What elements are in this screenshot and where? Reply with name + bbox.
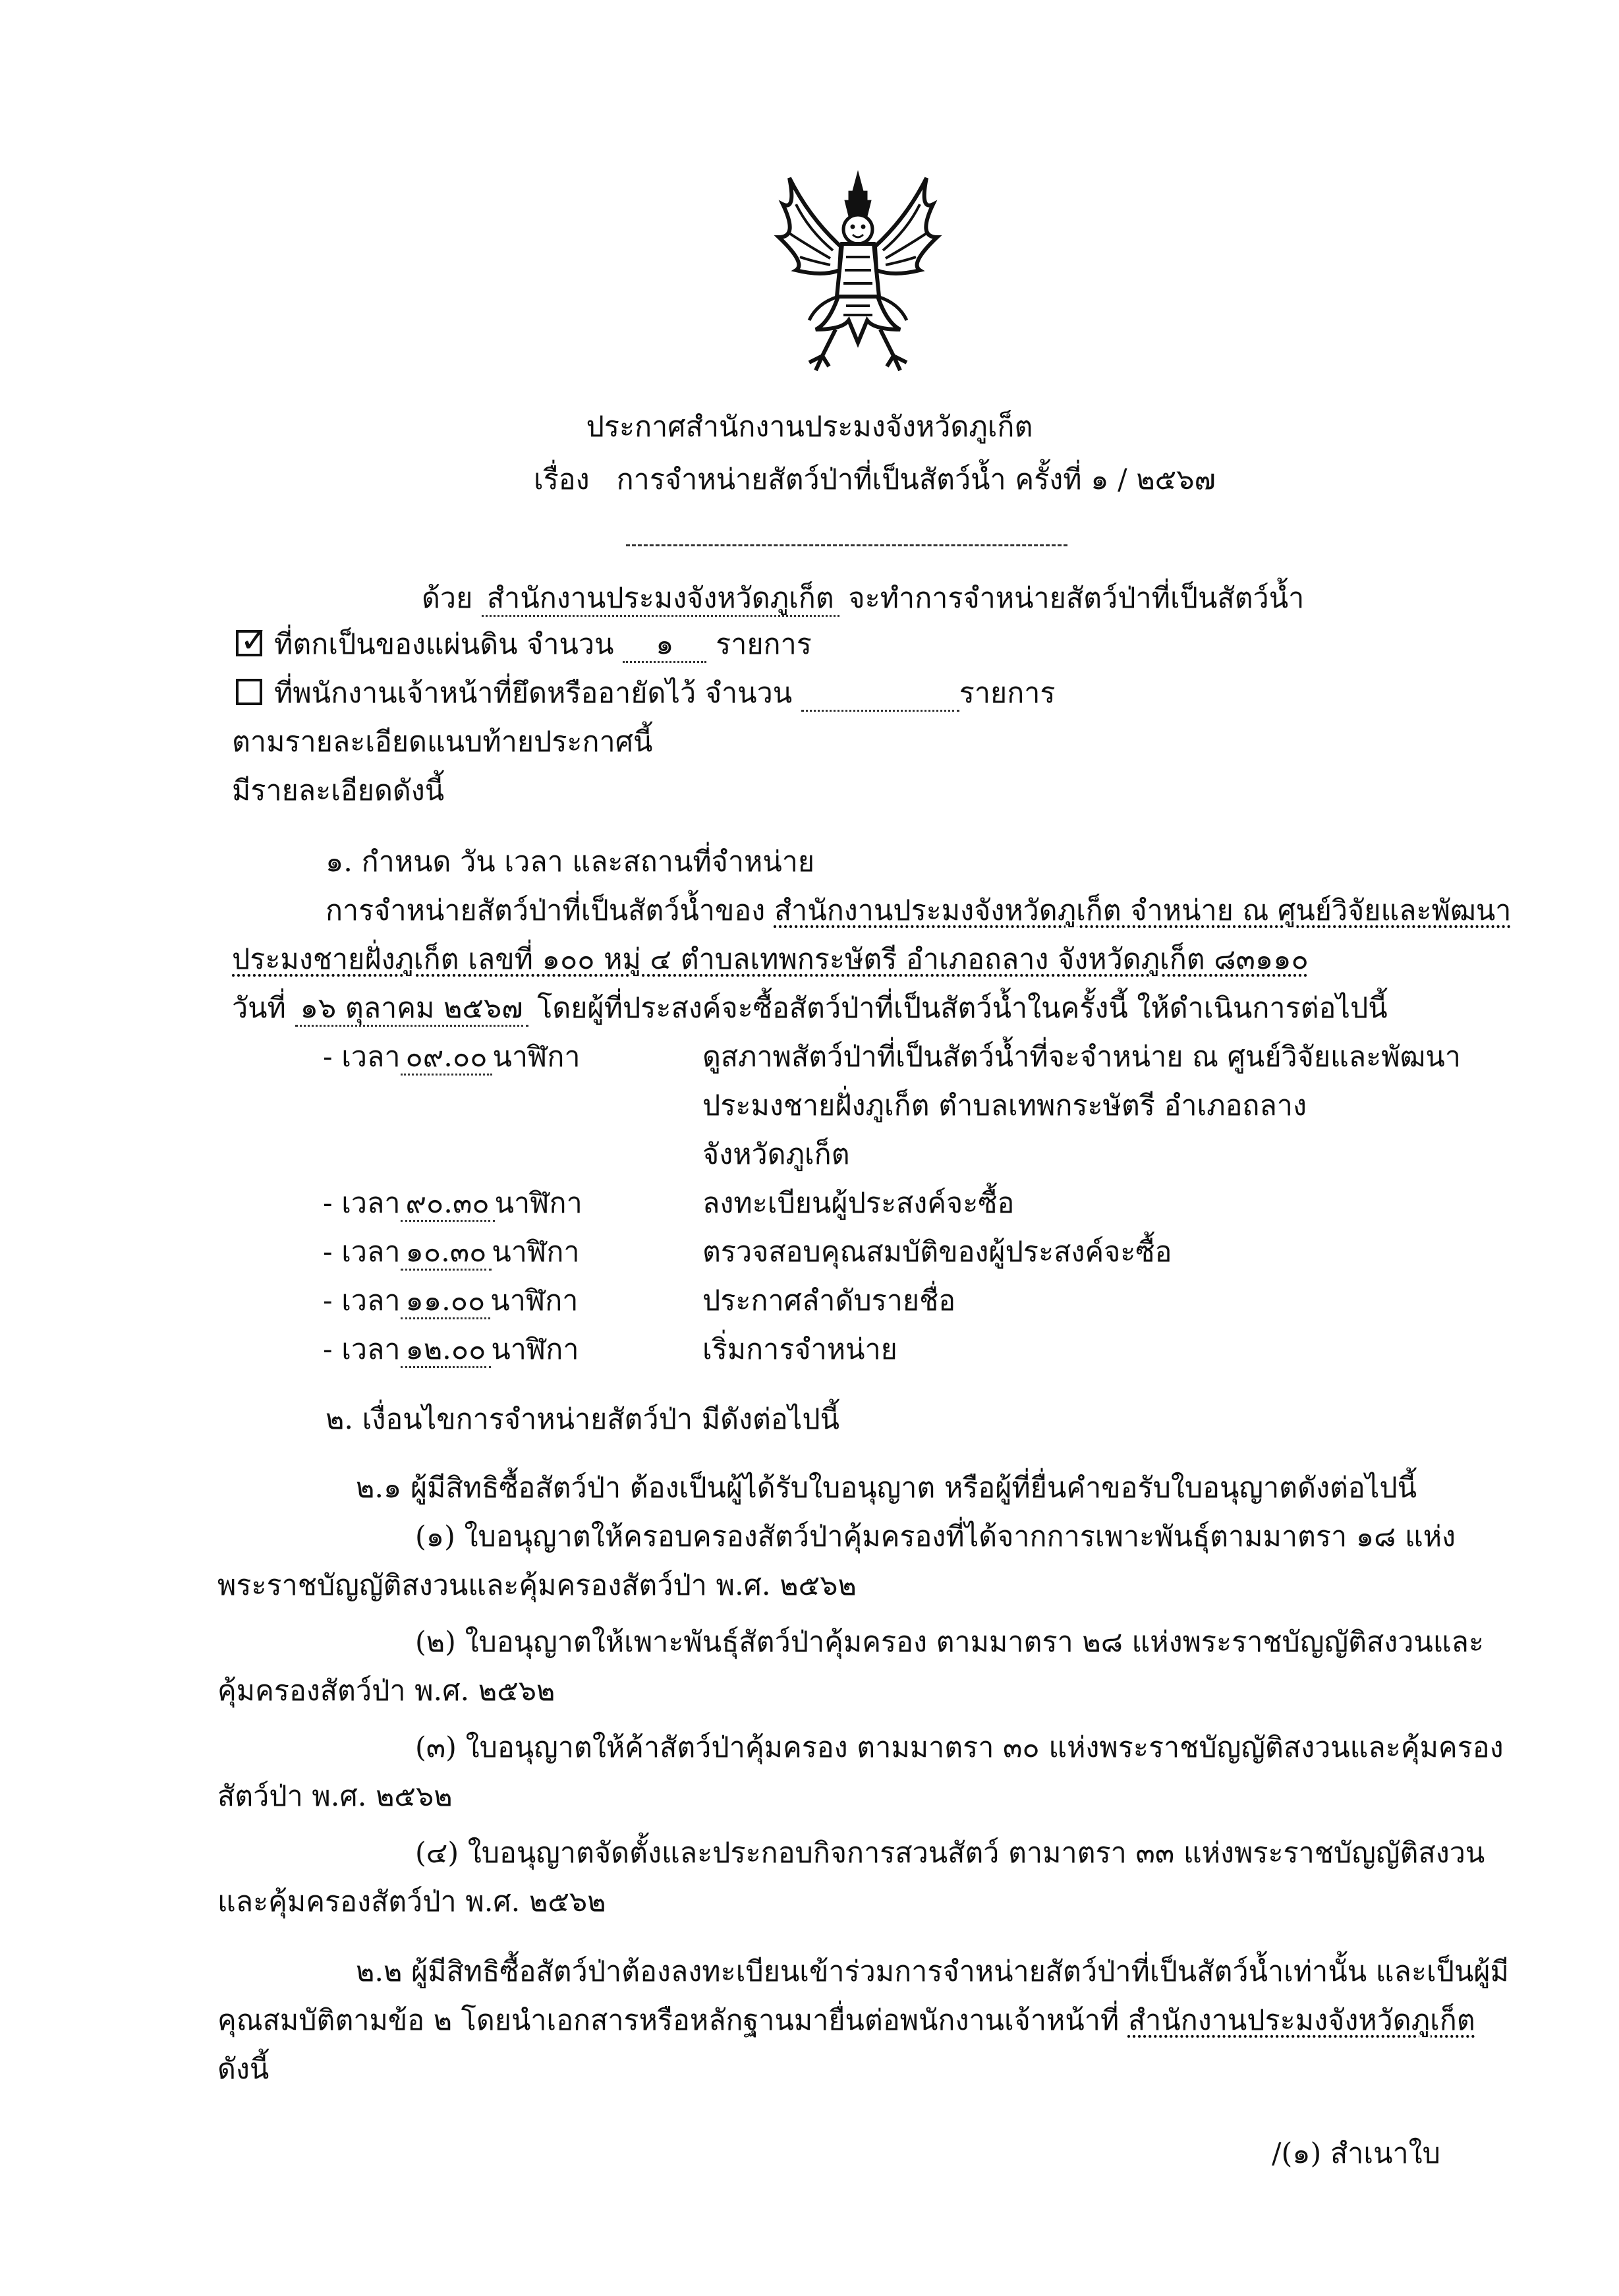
schedule-time-2 xyxy=(323,1185,582,1222)
license-item-4-line1: (๔) ใบอนุญาตจัดตั้งและประกอบกิจการสวนสัตว์ ตามาตรา ๓๓ แห่งพระราชบัญญัติสงวน xyxy=(415,1837,1485,1870)
schedule-unit: นาฬิกา xyxy=(492,1236,580,1269)
checkmark-icon: ✓ xyxy=(240,621,269,660)
option1-checkbox[interactable] xyxy=(236,621,269,660)
intro-agency: สำนักงานประมงจังหวัดภูเก็ต xyxy=(482,582,839,617)
schedule-unit: นาฬิกา xyxy=(494,1187,582,1220)
schedule-unit: นาฬิกา xyxy=(491,1333,579,1366)
subject-text: การจำหน่ายสัตว์ป่าที่เป็นสัตว์น้ำ ครั้งที่ ๑ / ๒๕๖๗ xyxy=(616,463,1216,496)
schedule-desc-2: ลงทะเบียนผู้ประสงค์จะซื้อ xyxy=(702,1187,1015,1220)
option2-count xyxy=(801,677,959,712)
p1-place: สำนักงานประมงจังหวัดภูเก็ต จำหน่าย ณ ศูนย์วิจัยและพัฒนา xyxy=(774,894,1512,927)
schedule-time: ๑๒.๐๐ xyxy=(401,1333,492,1368)
schedule-unit: นาฬิกา xyxy=(492,1041,581,1074)
license-item-1-line1: (๑) ใบอนุญาตให้ครอบครองสัตว์ป่าคุ้มครองที่ได้จากการเพาะพันธุ์ตามมาตรา ๑๘ แห่ง xyxy=(415,1520,1456,1553)
license-item-3-line2: สัตว์ป่า พ.ศ. ๒๕๖๒ xyxy=(217,1780,453,1813)
schedule-desc-1a: ดูสภาพสัตว์ป่าที่เป็นสัตว์น้ำที่จะจำหน่าย ณ ศูนย์วิจัยและพัฒนา xyxy=(702,1041,1461,1074)
intro-prefix: ด้วย xyxy=(422,582,473,615)
schedule-time: ๑๑.๐๐ xyxy=(401,1284,491,1319)
option2-line xyxy=(274,675,1056,712)
section1-p1-line3 xyxy=(232,990,1388,1027)
intro-suffix: จะทำการจำหน่ายสัตว์ป่าที่เป็นสัตว์น้ำ xyxy=(848,582,1305,615)
s22-line2-agency: สำนักงานประมงจังหวัดภูเก็ต xyxy=(1127,2004,1475,2037)
subject-label: เรื่อง xyxy=(534,463,590,496)
schedule-desc-5: เริ่มการจำหน่าย xyxy=(702,1333,897,1366)
schedule-time: ๙๐.๓๐ xyxy=(401,1187,495,1222)
schedule-desc-3: ตรวจสอบคุณสมบัติของผู้ประสงค์จะซื้อ xyxy=(702,1236,1172,1269)
schedule-unit: นาฬิกา xyxy=(490,1284,579,1317)
section1-heading: ๑. กำหนด วัน เวลา และสถานที่จำหน่าย xyxy=(326,846,815,878)
schedule-prefix: - เวลา xyxy=(323,1333,401,1366)
section2-heading: ๒. เงื่อนไขการจำหน่ายสัตว์ป่า มีดังต่อไปนี้ xyxy=(326,1403,840,1436)
intro-line xyxy=(422,580,1304,617)
schedule-time-5 xyxy=(323,1331,579,1368)
option2-label: ที่พนักงานเจ้าหน้าที่ยึดหรืออายัดไว้ จำนวน xyxy=(274,677,793,710)
schedule-prefix: - เวลา xyxy=(323,1187,401,1220)
license-item-3-line1: (๓) ใบอนุญาตให้ค้าสัตว์ป่าคุ้มครอง ตามมาตรา ๓๐ แห่งพระราชบัญญัติสงวนและคุ้มครอง xyxy=(415,1731,1504,1764)
page-continuation: /(๑) สำเนาใบ xyxy=(1272,2137,1440,2170)
p1-prefix: การจำหน่ายสัตว์ป่าที่เป็นสัตว์น้ำของ xyxy=(326,894,766,927)
details-intro: มีรายละเอียดดังนี้ xyxy=(232,774,445,807)
option1-label: ที่ตกเป็นของแผ่นดิน จำนวน xyxy=(274,628,614,661)
subject-line xyxy=(534,461,1216,498)
license-item-2-line2: คุ้มครองสัตว์ป่า พ.ศ. ๒๕๖๒ xyxy=(217,1675,555,1708)
schedule-prefix: - เวลา xyxy=(323,1284,401,1317)
section1-p1-line2: ประมงชายฝั่งภูเก็ต เลขที่ ๑๐๐ หมู่ ๔ ตำบลเทพกระษัตรี อำเภอถลาง จังหวัดภูเก็ต ๘๓๑๑๐ xyxy=(232,943,1309,976)
schedule-desc-1b: ประมงชายฝั่งภูเก็ต ตำบลเทพกระษัตรี อำเภอถลาง xyxy=(702,1089,1307,1122)
schedule-desc-4: ประกาศลำดับรายชื่อ xyxy=(702,1284,956,1317)
schedule-time: ๐๙.๐๐ xyxy=(401,1041,493,1076)
option2-checkbox[interactable] xyxy=(236,679,262,705)
p1-date-suffix: โดยผู้ที่ประสงค์จะซื้อสัตว์ป่าที่เป็นสัตว์น้ำในครั้งนี้ ให้ดำเนินการต่อไปนี้ xyxy=(537,992,1388,1025)
garuda-emblem-icon xyxy=(770,165,946,376)
s22-line2-prefix: คุณสมบัติตามข้อ ๒ โดยนำเอกสารหรือหลักฐานมายื่นต่อพนักงานเจ้าหน้าที่ xyxy=(217,2004,1120,2037)
p1-date: ๑๖ ตุลาคม ๒๕๖๗ xyxy=(295,992,528,1027)
section2-2-line2 xyxy=(217,2002,1475,2039)
schedule-prefix: - เวลา xyxy=(323,1041,401,1074)
license-item-4-line2: และคุ้มครองสัตว์ป่า พ.ศ. ๒๕๖๒ xyxy=(217,1885,606,1918)
option1-unit: รายการ xyxy=(716,628,812,661)
document-title: ประกาศสำนักงานประมงจังหวัดภูเก็ต xyxy=(586,411,1033,444)
section2-2-line3: ดังนี้ xyxy=(217,2053,270,2086)
title-divider xyxy=(626,544,1067,546)
option1-line xyxy=(274,626,812,663)
schedule-time: ๑๐.๓๐ xyxy=(401,1236,492,1271)
section2-1: ๒.๑ ผู้มีสิทธิซื้อสัตว์ป่า ต้องเป็นผู้ได้รับใบอนุญาต หรือผู้ที่ยื่นคำขอรับใบอนุญาตดังต่อไปนี้ xyxy=(356,1472,1417,1505)
attachment-note: ตามรายละเอียดแนบท้ายประกาศนี้ xyxy=(232,726,653,759)
license-item-1-line2: พระราชบัญญัติสงวนและคุ้มครองสัตว์ป่า พ.ศ. ๒๕๖๒ xyxy=(217,1569,857,1602)
schedule-prefix: - เวลา xyxy=(323,1236,401,1269)
section1-p1-line1 xyxy=(326,892,1511,929)
p1-date-prefix: วันที่ xyxy=(232,992,286,1025)
schedule-time-4 xyxy=(323,1282,578,1319)
section2-2-line1: ๒.๒ ผู้มีสิทธิซื้อสัตว์ป่าต้องลงทะเบียนเข้าร่วมการจำหน่ายสัตว์ป่าที่เป็นสัตว์น้ำเท่านั้น และเป็นผู้มี xyxy=(356,1955,1509,1988)
schedule-time-3 xyxy=(323,1234,580,1271)
option2-unit: รายการ xyxy=(959,677,1056,710)
schedule-desc-1c: จังหวัดภูเก็ต xyxy=(702,1138,850,1171)
license-item-2-line1: (๒) ใบอนุญาตให้เพาะพันธุ์สัตว์ป่าคุ้มครอง ตามมาตรา ๒๘ แห่งพระราชบัญญัติสงวนและ xyxy=(415,1626,1484,1659)
schedule-time-1 xyxy=(323,1039,581,1076)
option1-count: ๑ xyxy=(623,628,706,663)
